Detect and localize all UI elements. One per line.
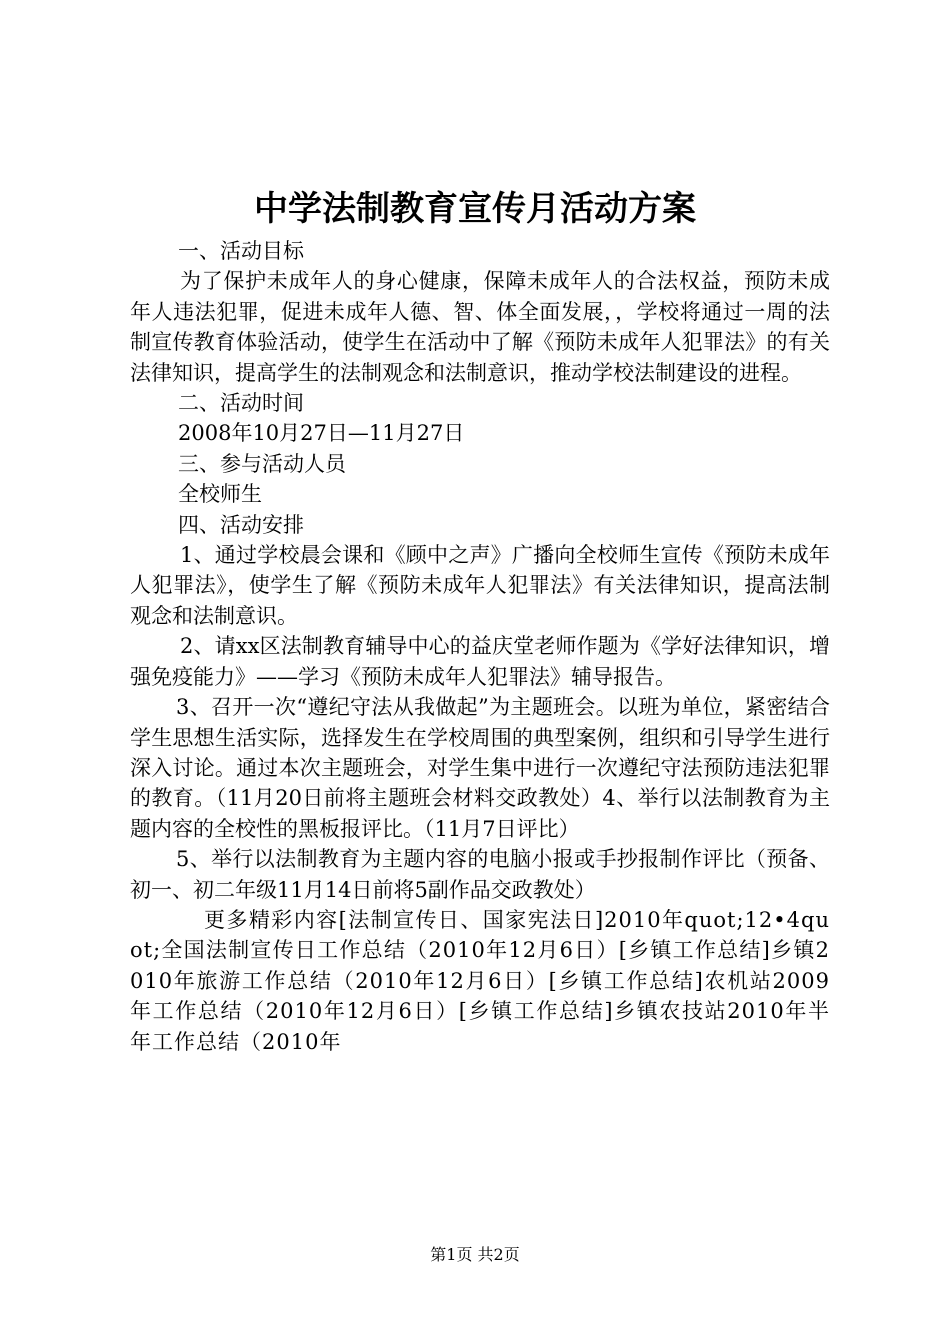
section-heading-arrangement: 四、活动安排 [178, 512, 304, 537]
paragraph-participants: 全校师生 [178, 482, 262, 507]
list-item-arrangement-5: 5、举行以法制教育为主题内容的电脑小报或手抄报制作评比（预备、初一、初二年级11月14日前将5副作品交政教处） [130, 847, 830, 902]
section-heading-goal: 一、活动目标 [178, 239, 304, 263]
document-title: 中学法制教育宣传月活动方案 [254, 189, 696, 229]
list-item-arrangement-3: 3、召开一次“遵纪守法从我做起”为主题班会。以班为单位，紧密结合学生思想生活实际，选择发生在学校周围的典型案例，组织和引导学生进行深入讨论。通过本次主题班会，对学生集中进行一次遵纪守法预防违法犯罪的教育。（11月20日前将主题班会材料交政教处）4、举行以法制教育为主题内容的全校性的黑板报评比。（11月7日评比） [130, 695, 830, 841]
list-item-arrangement-2: 2、请xx区法制教育辅导中心的益庆堂老师作题为《学好法律知识，增强免疫能力》——学习《预防未成年人犯罪法》辅导报告。 [130, 634, 830, 689]
paragraph-goal: 为了保护未成年人的身心健康，保障未成年人的合法权益，预防未成年人违法犯罪，促进未成年人德、智、体全面发展，，学校将通过一周的法制宣传教育体验活动，使学生在活动中了解《预防未成年人犯罪法》的有关法律知识，提高学生的法制观念和法制意识，推动学校法制建设的进程。 [130, 269, 830, 385]
section-heading-participants: 三、参与活动人员 [178, 451, 346, 476]
paragraph-more-content: 更多精彩内容[法制宣传日、国家宪法日]2010年quot;12•4quot;全国法制宣传日工作总结（2010年12月6日）[乡镇工作总结]乡镇2010年旅游工作总结（2010年12月6日）[乡镇工作总结]农机站2009年工作总结（2010年12月6日）[乡镇工作总结]乡镇农技站2010年半年工作总结（2010年 [130, 907, 830, 1054]
section-heading-time: 二、活动时间 [178, 391, 304, 416]
paragraph-time: 2008年10月27日—11月27日 [178, 421, 465, 446]
list-item-arrangement-1: 1、通过学校晨会课和《顾中之声》广播向全校师生宣传《预防未成年人犯罪法》，使学生了解《预防未成年人犯罪法》有关法律知识，提高法制观念和法制意识。 [130, 543, 830, 628]
page-footer: 第1页 共2页 [430, 1245, 520, 1264]
document-body [130, 236, 830, 1057]
